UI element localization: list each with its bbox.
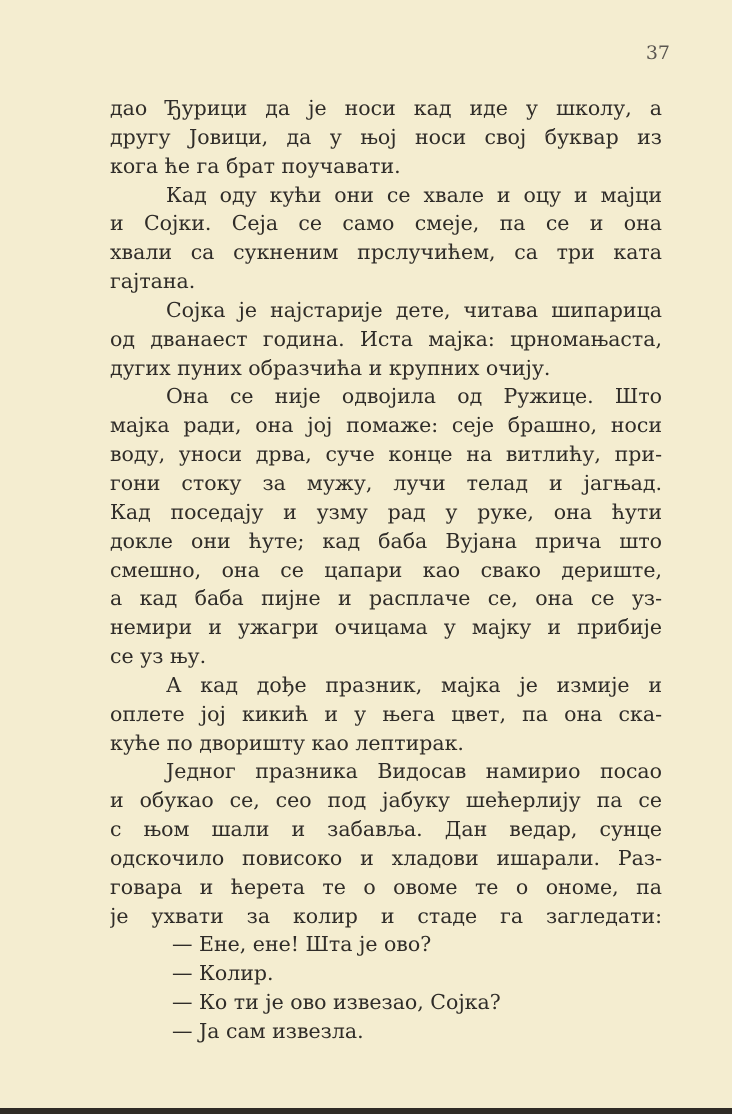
text-line: и Сојки. Сеја се само смеје, па се и она — [110, 211, 662, 236]
text-line: кога ће га брат поучавати. — [110, 153, 401, 178]
text-line: докле они ћуте; кад баба Вујана прича што — [110, 528, 662, 553]
text-line: од дванаест година. Иста мајка: црномањаста, — [110, 326, 662, 351]
text-line: воду, уноси дрва, суче конце на витлићу, при- — [110, 442, 662, 467]
text-line: дугих пуних образчића и крупних очију. — [110, 355, 551, 380]
text-line: говара и ћерета те о овоме те о ономе, па — [110, 874, 662, 899]
text-line: немири и ужагри очицама у мајку и прибије — [110, 615, 662, 640]
text-line: Она се није одвојила од Ружице. Што — [166, 384, 662, 409]
text-line: гајтана. — [110, 269, 196, 294]
text-line: и обукао се, сео под јабуку шећерлију па се — [110, 788, 662, 813]
text-line: Кад поседају и узму рад у руке, она ћути — [110, 499, 662, 524]
text-line: дао Ђурици да је носи кад иде у школу, а — [110, 96, 662, 120]
text-line: Једног празника Видосав намирио посао — [166, 759, 662, 784]
text-line: — Ја сам извезла. — [172, 1019, 364, 1043]
text-line: — Ко ти је ово извезао, Сојка? — [172, 990, 501, 1015]
text-line: Сојка је најстарије дете, читава шипарица — [166, 297, 662, 322]
text-line: а кад баба пијне и расплаче се, она се уз- — [110, 586, 662, 611]
text-line: се уз њу. — [110, 644, 207, 669]
text-line: куће по дворишту као лептирак. — [110, 730, 464, 755]
page-number: 37 — [645, 42, 670, 64]
text-line: А кад дође празник, мајка је измије и — [166, 672, 662, 697]
text-line: с њом шали и забавља. Дан ведар, сунце — [110, 817, 662, 842]
scan-bottom-edge — [0, 1108, 732, 1114]
text-line: — Ене, ене! Шта је ово? — [172, 932, 432, 957]
text-line: је ухвати за колир и стаде га загледати: — [110, 903, 662, 928]
text-line: мајка ради, она јој помаже: сеје брашно, носи — [110, 413, 662, 438]
text-line: — Колир. — [172, 961, 274, 986]
text-line: одскочило повисоко и хладови ишарали. Раз- — [110, 845, 662, 870]
text-line: Кад оду кући они се хвале и оцу и мајци — [166, 182, 662, 207]
text-line: гони стоку за мужу, лучи телад и јагњад. — [110, 470, 662, 495]
body-text — [110, 94, 662, 1046]
text-line: оплете јој кикић и у њега цвет, па она ска- — [110, 701, 662, 726]
text-line: хвали са сукненим прслучићем, са три ката — [110, 240, 662, 265]
text-line: смешно, она се цапари као свако дериште, — [110, 557, 662, 582]
text-line: другу Јовици, да у њој носи свој буквар из — [110, 124, 662, 149]
